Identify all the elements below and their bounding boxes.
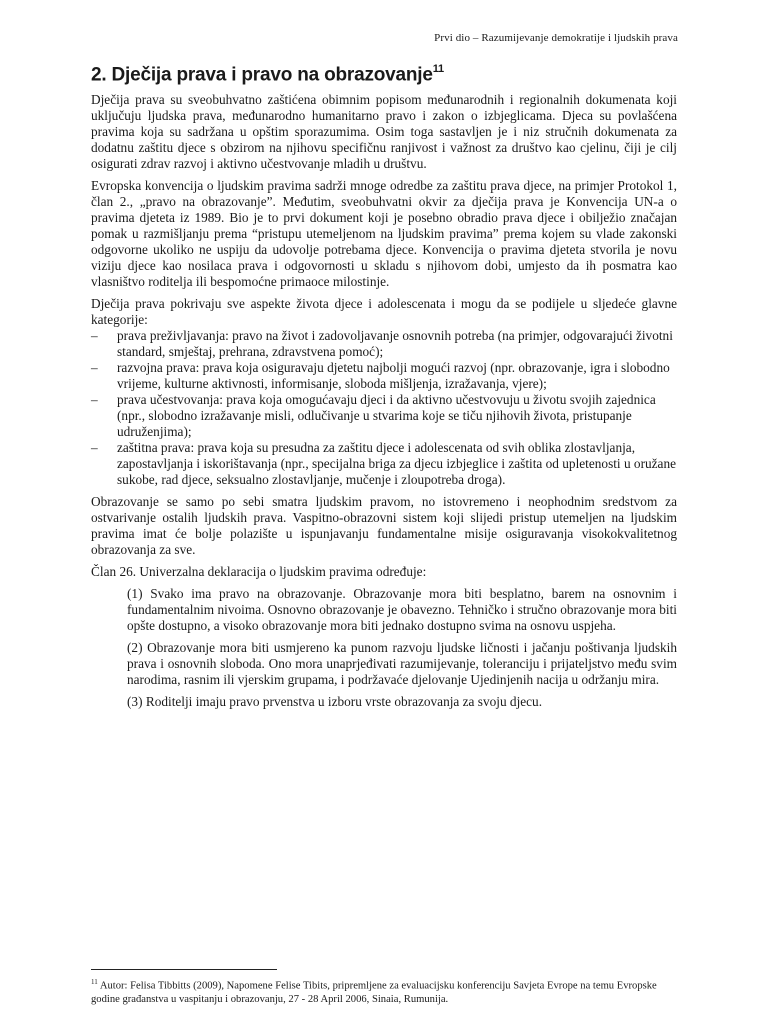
paragraph-convention: Evropska konvencija o ljudskim pravima sadrži mnoge odredbe za zaštitu prava djece, na primjer Protokol 1, član 2., „pravo na obrazovanje”. Međutim, sveobuhvatni okvir za dječija prava je Konvencija UN-a o pravima djeteta iz 1989. Bio je to prvi dokument koji je posebno obradio prava djece i obilježio značajan pomak u razmišljanju prema “pristupu utemeljenom na ljudskim pravima” prema kojem su vlade zakonski odgovorne ukoliko ne uspiju da udovolje potrebama djece. Konvencija o pravima djeteta stvorila je novu viziju djece kao nosilaca prava i odgovornosti u skladu s njihovom dobi, umjesto da ih posmatra kao vlasništvo roditelja ili bespomoćne primaoce milostinje. bbox=[91, 178, 677, 290]
list-dash: – bbox=[91, 328, 98, 344]
categories-list bbox=[91, 328, 677, 488]
list-item-text: prava učestvovanja: prava koja omogućavaju djeci i da aktivno učestvovuju u životu svojih zajednica (npr., slobodno izražavanje misli, odlučivanje u stvarima koje se tiču njihovih života, pristupanje udruženjima); bbox=[117, 392, 656, 440]
paragraph-categories-lead: Dječija prava pokrivaju sve aspekte života djece i adolescenata i mogu da se podijele u sljedeće glavne kategorije: bbox=[91, 296, 677, 328]
article-clause: (1) Svako ima pravo na obrazovanje. Obrazovanje mora biti besplatno, barem na osnovnim i fundamentalnim nivoima. Osnovno obrazovanje je obavezno. Tehničko i stručno obrazovanje mora biti opšte dostupno, a visoko obrazovanje mora biti jednako dostupno svima na osnovu uspjeha. bbox=[127, 586, 677, 634]
paragraph-article-lead: Član 26. Univerzalna deklaracija o ljudskim pravima određuje: bbox=[91, 564, 427, 580]
article-clause: (3) Roditelji imaju pravo prvenstva u izboru vrste obrazovanja za svoju djecu. bbox=[127, 694, 543, 710]
footnote-text: Autor: Felisa Tibbitts (2009), Napomene Felise Tibits, pripremljene za evaluacijsku konferenciju Savjeta Evrope na temu Evropske godine građanstva u vaspitanju i obrazovanju, 27 - 28 April 2006, Sinaia, Rumunija. bbox=[91, 980, 657, 1005]
list-item bbox=[91, 392, 677, 440]
section-title bbox=[91, 64, 677, 86]
footnote bbox=[91, 976, 677, 1006]
list-dash: – bbox=[91, 360, 98, 376]
footnote-divider bbox=[91, 969, 277, 970]
list-item-text: zaštitna prava: prava koja su presudna za zaštitu djece i adolescenata od svih oblika zlostavljanja, zapostavljanja i iskorištavanja (npr., specijalna briga za djecu izbjeglice i zaštita od upletenosti u oružane sukobe, rad djece, seksualno zlostavljanje, mučenje i zloupotreba droga). bbox=[117, 440, 677, 488]
list-dash: – bbox=[91, 440, 98, 456]
paragraph-intro: Dječija prava su sveobuhvatno zaštićena obimnim popisom međunarodnih i regionalnih dokumenata koji uključuju ljudska prava, međunarodno humanitarno pravo i zakon o izbjeglicama. Djeca su povlašćena pravima koja su sadržana u opštim sporazumima. Osim toga sastavljen je i niz stručnih dokumenata za dodatnu zaštitu djece s obzirom na njihovu specifičnu ranjivost i važnost za društvo kao cjelinu, čiji je cilj osigurati zdrav razvoj i aktivno učestvovanje mladih u društvu. bbox=[91, 92, 677, 172]
paragraph-education: Obrazovanje se samo po sebi smatra ljudskim pravom, no istovremeno i neophodnim sredstvom za ostvarivanje ostalih ljudskih prava. Vaspitno-obrazovni sistem koji slijedi pristup utemeljen na ljudskim pravima imat će bolje polazište u ispunjavanju fundamentalne misije osiguravanja visokokvalitetnog obrazovanja za sve. bbox=[91, 494, 677, 558]
footnote-number: 11 bbox=[91, 978, 98, 986]
list-item-text: razvojna prava: prava koja osiguravaju djetetu najbolji mogući razvoj (npr. obrazovanje, igra i slobodno vrijeme, kulturne aktivnosti, informisanje, sloboda mišljenja, izražavanja, vjere); bbox=[117, 360, 670, 392]
main-content bbox=[91, 64, 677, 716]
list-item bbox=[91, 360, 677, 392]
list-dash: – bbox=[91, 392, 98, 408]
running-header: Prvi dio – Razumijevanje demokratije i ljudskih prava bbox=[434, 32, 678, 44]
list-item bbox=[91, 440, 677, 488]
list-item bbox=[91, 328, 677, 360]
article-clause: (2) Obrazovanje mora biti usmjereno ka punom razvoju ljudske ličnosti i jačanju poštivanja ljudskih prava i osnovnih sloboda. Ono mora unaprjeđivati razumijevanje, toleranciju i prijateljstvo među svim narodima, rasnim ili vjerskim grupama, i podržavaće djelovanje Ujedinjenih nacija u održanju mira. bbox=[127, 640, 677, 688]
section-title-text: 2. Dječija prava i pravo na obrazovanje bbox=[91, 64, 433, 86]
footnote-reference[interactable]: 11 bbox=[432, 63, 444, 75]
list-item-text: prava preživljavanja: pravo na život i zadovoljavanje osnovnih potreba (na primjer, odgovarajući životni standard, smještaj, prehrana, zdravstvena pomoć); bbox=[117, 328, 673, 360]
article-26-quote bbox=[127, 586, 677, 710]
